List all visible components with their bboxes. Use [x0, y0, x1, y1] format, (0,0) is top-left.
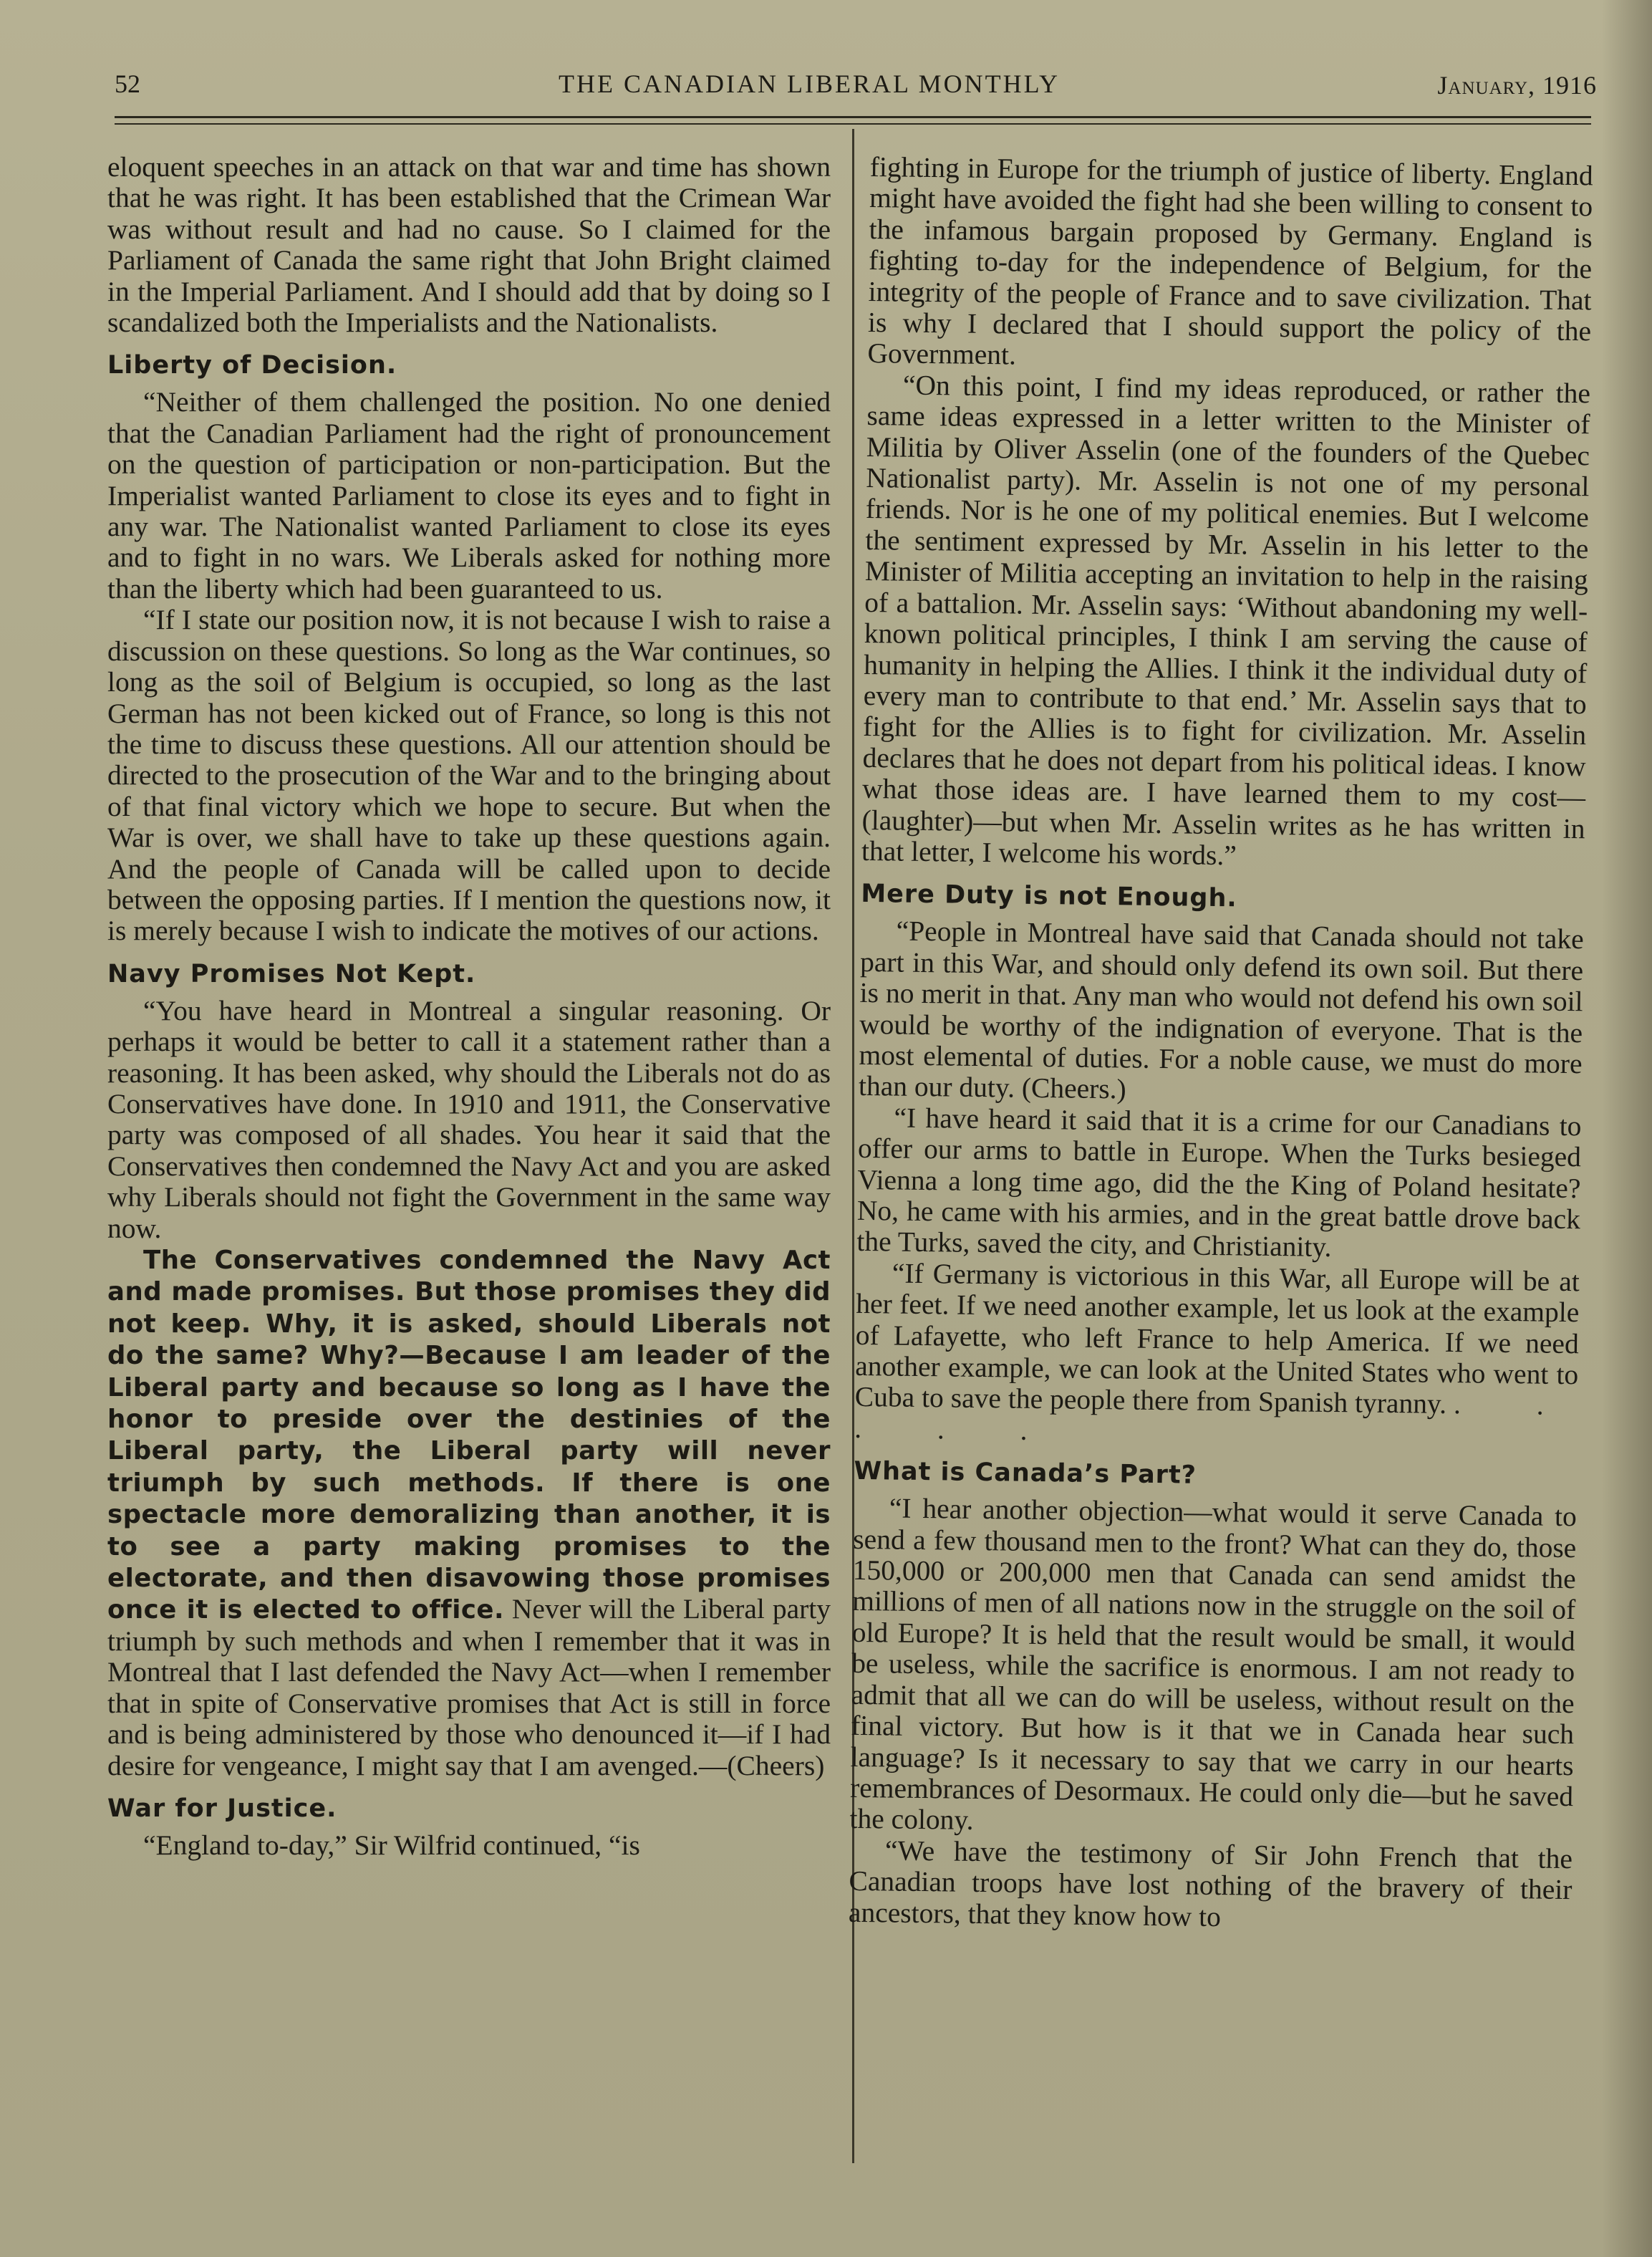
section-heading: Mere Duty is not Enough. — [861, 880, 1237, 913]
section-heading: What is Canada’s Part? — [854, 1457, 1197, 1490]
paragraph: “Neither of them challenged the position. No one denied that the Canadian Parliament had the right of pronouncement on the question of participation or non-participation. But the Imperialist wanted Parliament to close its eyes and to fight in any war. The Nationalist wanted Parliament to close its eyes and to fight in no wars. We Liberals asked for nothing more than the liberty which had been guaranteed to us. — [107, 386, 831, 605]
header-rule — [115, 116, 1591, 118]
page-shadow — [1602, 0, 1652, 2257]
bold-passage: The Conservatives condemned the Navy Act and made promises. But those promises they did not keep. Why, it is asked, should Liberals not do the same? Why?—Because I am leader of the Liberal party and because so long as I have the honor to preside over the destinies of the Liberal party, the Liberal party will never triumph by such methods. If there is one spectacle more demoralizing than another, it is to see a party making promises to the electorate, and then disavowing those promises once it is elected to office. — [107, 1246, 831, 1625]
paragraph: “If I state our position now, it is not because I wish to raise a discussion on these questions. So long as the War continues, so long as the soil of Belgium is occupied, so long as the last German has not been kicked out of France, so long is this not the time to discuss these questions. All our attention should be directed to the prosecution of the War and to the bringing about of that final victory which we hope to secure. But when the War is over, we shall have to take up these questions again. And the people of Canada will be called upon to decide between the opposing parties. If I mention the questions now, it is merely because I wish to indicate the motives of our actions. — [107, 604, 831, 947]
header-rule-thin — [115, 123, 1591, 125]
paragraph-text: “If Germany is victorious in this War, all Europe will be at her feet. If we need another example, let us look at the example of Lafayette, who left France to help America. If we need another example, we can look at the United States who went to Cuba to save the people there from Spanish tyranny. — [854, 1257, 1580, 1420]
paragraph — [854, 1258, 1580, 1453]
paragraph: “England to-day,” Sir Wilfrid continued, “is — [143, 1829, 640, 1861]
issue-date: January, 1916 — [1437, 71, 1597, 100]
paragraph: fighting in Europe for the triumph of justice of liberty. England might have avoided the fight had she been willing to consent to the infamous bargain proposed by Germany. England is fighting to-day for the independence of Belgium, for the integrity of the people of France and to save civilization. That is why I declared that I should support the policy of the Government. — [867, 151, 1593, 371]
journal-title: THE CANADIAN LIBERAL MONTHLY — [559, 69, 1060, 98]
section-heading: Navy Promises Not Kept. — [107, 959, 476, 988]
ellipsis: . . . . . — [854, 1388, 1578, 1447]
paragraph: “On this point, I find my ideas reproduced, or rather the same ideas expressed in a letter written to the Minister of Militia by Oliver Asselin (one of the founders of the Quebec Nationalist party). Mr. Asselin is not one of my personal friends. Nor is he one of my political enemies. But I welcome the sentiment expressed by Mr. Asselin in his letter to the Minister of Militia accepting an invitation to help in the raising of a battalion. Mr. Asselin says: ‘Without abandoning my well-known political principles, I think I am serving the cause of humanity in helping the Allies. I think it the individual duty of every man to contribute to that end.’ Mr. Asselin says that to fight for the Allies is to fight for civilization. Mr. Asselin declares that he does not depart from his political ideas. I know what those ideas are. I have learned them to my cost—(laughter)—but when Mr. Asselin writes as he has written in that letter, I welcome his words.” — [861, 369, 1591, 872]
paragraph-continuation: Never will the Liberal party triumph by such methods and when I remember that it was in Montreal that I last defended the Navy Act—when I remember that in spite of Conservative promises that Act is still in force and is being administered by those who denounced it—if I had desire for vengeance, I might say that I am avenged.—(Cheers) — [107, 1593, 831, 1781]
section-heading: War for Justice. — [107, 1794, 337, 1823]
paragraph — [107, 1244, 831, 1781]
paragraph: eloquent speeches in an attack on that war and time has shown that he was right. It has been established that the Crimean War was without result and had no cause. So I claimed for the Parliament of Canada the same right that John Bright claimed in the Imperial Parliament. And I should add that by doing so I scandalized both the Imperialists and the Nationalists. — [107, 151, 831, 339]
section-heading: Liberty of Decision. — [107, 351, 397, 380]
page-header — [115, 69, 1597, 112]
paragraph: “I have heard it said that it is a crime for our Canadians to offer our arms to battle in Europe. When the Turks besieged Vienna a long time ago, did the the King of Poland hesitate? No, he came with his armies, and in the great battle drove back the Turks, saved the city, and Christianity. — [856, 1102, 1582, 1264]
right-column — [849, 152, 1593, 1937]
paragraph: “You have heard in Montreal a singular reasoning. Or perhaps it would be better to call it a statement rather than a reasoning. It has been asked, why should the Liberals not do as Conservatives have done. In 1910 and 1911, the Conservative party was composed of all shades. You hear it said that the Conservatives then condemned the Navy Act and you are asked why Liberals should not fight the Government in the same way now. — [107, 994, 831, 1244]
paragraph: “I hear another objection—what would it serve Canada to send a few thousand men to the front? What can they do, those 150,000 or 200,000 men that Canada can send amidst the millions of men of all nations now in the struggle on the soil of old Europe? It is held that the result would be small, it would be useless, while the sacrifice is enormous. I am not ready to admit that all we can do will be useless, without result on the final victory. But how is it that we in Canada hear such language? Is it necessary to say that we carry in our hearts remembrances of Desormaux. He could only die—but he saved the colony. — [849, 1492, 1578, 1837]
paragraph: “People in Montreal have said that Canada should not take part in this War, and should only defend its own soil. But there is no merit in that. Any man who would not defend his own soil would be worthy of the indignation of everyone. That is the most elemental of duties. For a noble cause, we must do more than our duty. (Cheers.) — [858, 915, 1584, 1105]
paragraph: “We have the testimony of Sir John French that the Canadian troops have lost nothing of the bravery of their ancestors, that they know how to — [848, 1834, 1573, 1933]
left-column — [107, 152, 831, 1861]
page-number: 52 — [115, 69, 140, 98]
